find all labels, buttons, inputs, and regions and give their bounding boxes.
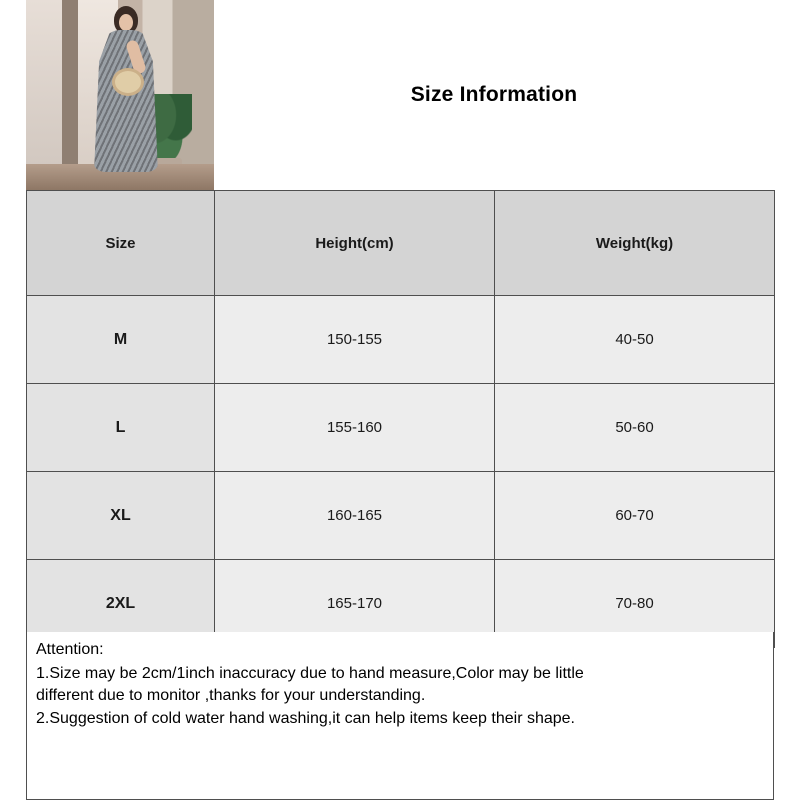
model-dress [94,30,158,172]
cell-weight: 40-50 [495,296,775,384]
attention-box [26,632,774,800]
attention-line-2: different due to monitor ,thanks for your understanding. [36,687,426,705]
attention-heading: Attention: [36,641,104,658]
attention-line-3: 2.Suggestion of cold water hand washing,it can help items keep their shape. [36,710,575,728]
cell-height: 160-165 [215,472,495,560]
cell-height: 165-170 [215,560,495,648]
header-row [26,0,774,190]
cell-size: 2XL [27,560,215,648]
model-figure [84,6,168,182]
cell-weight: 50-60 [495,384,775,472]
straw-bag-icon [112,68,144,96]
cell-size: M [27,296,215,384]
cell-size: L [27,384,215,472]
product-photo [26,0,214,190]
cell-weight: 60-70 [495,472,775,560]
cell-height: 150-155 [215,296,495,384]
page-title: Size Information [410,83,578,106]
attention-line-1: 1.Size may be 2cm/1inch inaccuracy due to hand measure,Color may be little [36,664,584,682]
photo-doorframe [62,0,78,190]
column-header-weight: Weight(kg) [495,191,775,296]
table-row [27,472,775,560]
column-header-height: Height(cm) [215,191,495,296]
title-cell [214,0,774,190]
table-row [27,384,775,472]
cell-height: 155-160 [215,384,495,472]
table-header-row [27,191,775,296]
photo-wall [26,0,62,190]
column-header-size: Size [27,191,215,296]
table-row [27,296,775,384]
model-face [119,14,133,31]
cell-weight: 70-80 [495,560,775,648]
size-table [26,190,775,648]
cell-size: XL [27,472,215,560]
